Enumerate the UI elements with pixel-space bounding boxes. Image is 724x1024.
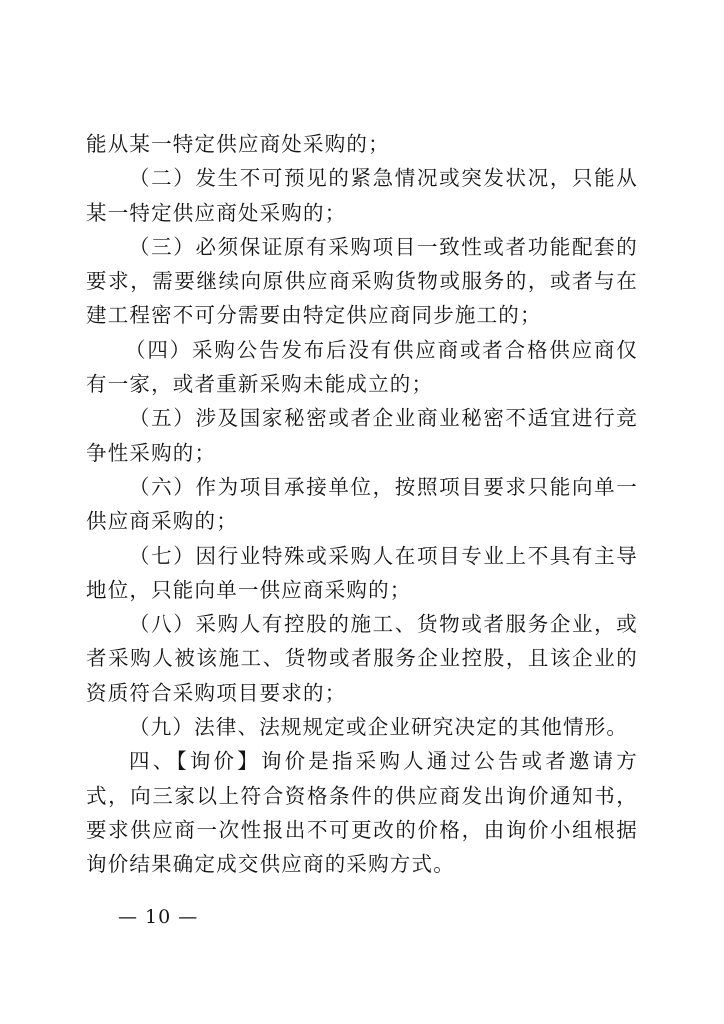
body-text xyxy=(86,127,638,882)
page-number: — 10 — xyxy=(118,906,199,928)
paragraph-item-7: （七）因行业特殊或采购人在项目专业上不具有主导地位，只能向单一供应商采购的； xyxy=(86,543,638,602)
paragraph-item-2: （二）发生不可预见的紧急情况或突发状况，只能从某一特定供应商处采购的； xyxy=(86,166,638,225)
paragraph-item-9: （九）法律、法规规定或企业研究决定的其他情形。 xyxy=(129,715,629,740)
paragraph-item-8: （八）采购人有控股的施工、货物或者服务企业，或者采购人被该施工、货物或者服务企业控股，且该企业的资质符合采购项目要求的； xyxy=(86,612,638,705)
paragraph-item-5: （五）涉及国家秘密或者企业商业秘密不适宜进行竞争性采购的； xyxy=(86,406,638,465)
paragraph-section-4-inquiry: 四、【询价】询价是指采购人通过公告或者邀请方式，向三家以上符合资格条件的供应商发出询价通知书，要求供应商一次性报出不可更改的价格，由询价小组根据询价结果确定成交供应商的采购方式。 xyxy=(86,749,638,877)
paragraph-item-3: （三）必须保证原有采购项目一致性或者功能配套的要求，需要继续向原供应商采购货物或服务的，或者与在建工程密不可分需要由特定供应商同步施工的； xyxy=(86,234,638,328)
paragraph-item-4: （四）采购公告发布后没有供应商或者合格供应商仅有一家，或者重新采购未能成立的； xyxy=(86,337,638,397)
paragraph-continuation: 能从某一特定供应商处采购的； xyxy=(86,132,390,156)
paragraph-item-6: （六）作为项目承接单位，按照项目要求只能向单一供应商采购的； xyxy=(86,474,638,534)
